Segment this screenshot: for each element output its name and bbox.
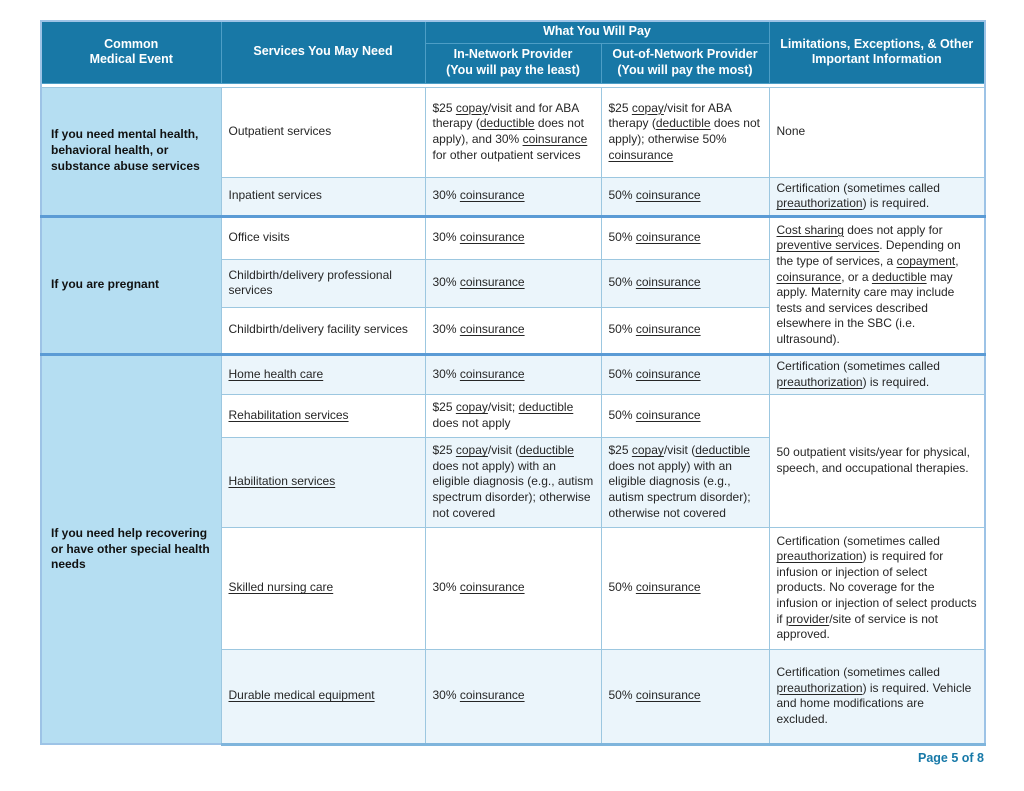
- in-network-cell: 30% coinsurance: [425, 649, 601, 744]
- glossary-term-link[interactable]: coinsurance: [522, 132, 588, 146]
- table-row: [41, 354, 985, 394]
- in-network-cell: 30% coinsurance: [425, 259, 601, 307]
- glossary-term-link[interactable]: preauthorization: [776, 680, 863, 695]
- event-cell-help-recovering: If you need help recovering or have other special health needs: [41, 354, 221, 744]
- header-limitations-line2: Important Information: [811, 52, 942, 67]
- out-network-cell: 50% coinsurance: [601, 307, 769, 354]
- glossary-term-link[interactable]: copay: [455, 400, 488, 415]
- glossary-term-link[interactable]: coinsurance: [635, 230, 701, 245]
- header-in-network-line1: In-Network Provider: [453, 47, 573, 62]
- in-network-cell: 30% coinsurance: [425, 216, 601, 259]
- benefits-table: [40, 20, 986, 746]
- header-common-medical-event-line2: Medical Event: [89, 52, 173, 67]
- glossary-term-link[interactable]: coinsurance: [459, 688, 525, 703]
- limitations-cell: Certification (sometimes called preauthorization) is required. Vehicle and home modifications are excluded.: [769, 649, 985, 744]
- limitations-cell: None: [769, 87, 985, 177]
- header-out-network-line1: Out-of-Network Provider: [612, 47, 758, 62]
- event-cell-pregnant: If you are pregnant: [41, 216, 221, 354]
- glossary-term-link[interactable]: Habilitation services: [228, 474, 336, 489]
- in-network-cell: 30% coinsurance: [425, 527, 601, 649]
- limitations-cell-merged: 50 outpatient visits/year for physical, speech, and occupational therapies.: [769, 394, 985, 527]
- limitations-cell-merged: Cost sharing does not apply for preventive services. Depending on the type of services, a copayment, coinsurance, or a deductible may apply. Maternity care may include tests and services described elsewhere in the SBC (i.e. ultrasound).: [769, 216, 985, 354]
- header-row-top: [41, 21, 985, 43]
- header-in-network-provider: [425, 43, 601, 83]
- service-cell: [221, 354, 425, 394]
- in-network-cell: 30% coinsurance: [425, 354, 601, 394]
- out-network-cell: $25 copay/visit (deductible does not apply) with an eligible diagnosis (e.g., autism spectrum disorder); otherwise not covered: [601, 437, 769, 527]
- glossary-term-link[interactable]: coinsurance: [635, 407, 701, 422]
- out-network-cell: $25 copay/visit for ABA therapy (deductible does not apply); otherwise 50% coinsurance: [601, 87, 769, 177]
- header-limitations: [769, 21, 985, 83]
- glossary-term-link[interactable]: preventive services: [776, 238, 880, 253]
- glossary-term-link[interactable]: deductible: [871, 269, 927, 284]
- table-row: [41, 87, 985, 177]
- header-what-you-will-pay: What You Will Pay: [425, 21, 769, 43]
- header-out-of-network-provider: [601, 43, 769, 83]
- service-cell: Inpatient services: [221, 177, 425, 216]
- service-cell: Office visits: [221, 216, 425, 259]
- table-row: [41, 216, 985, 259]
- out-network-cell: 50% coinsurance: [601, 394, 769, 437]
- out-network-cell: 50% coinsurance: [601, 177, 769, 216]
- service-cell: [221, 649, 425, 744]
- glossary-term-link[interactable]: coinsurance: [459, 188, 525, 203]
- glossary-term-link[interactable]: coinsurance: [459, 230, 525, 245]
- glossary-term-link[interactable]: coinsurance: [459, 322, 525, 337]
- limitations-cell: Certification (sometimes called preauthorization) is required.: [769, 354, 985, 394]
- in-network-cell: 30% coinsurance: [425, 307, 601, 354]
- glossary-term-link[interactable]: deductible: [695, 443, 750, 458]
- glossary-term-link[interactable]: deductible: [519, 443, 574, 458]
- header-services-you-may-need: Services You May Need: [221, 21, 425, 83]
- glossary-term-link[interactable]: Home health care: [228, 366, 324, 381]
- glossary-term-link[interactable]: deductible: [655, 116, 711, 131]
- service-cell: Childbirth/delivery professional services: [221, 259, 425, 307]
- service-cell: Outpatient services: [221, 87, 425, 177]
- glossary-term-link[interactable]: deductible: [479, 116, 535, 131]
- in-network-cell: 30% coinsurance: [425, 177, 601, 216]
- glossary-term-link[interactable]: coinsurance: [635, 322, 701, 337]
- header-common-medical-event-line1: Common: [104, 36, 159, 51]
- glossary-term-link[interactable]: Durable medical equipment: [228, 688, 375, 703]
- service-cell: [221, 394, 425, 437]
- glossary-term-link[interactable]: provider: [785, 611, 830, 626]
- glossary-term-link[interactable]: coinsurance: [459, 275, 525, 290]
- glossary-term-link[interactable]: coinsurance: [776, 269, 842, 284]
- page-number-label: Page 5 of 8: [918, 751, 984, 765]
- header-out-network-line2: (You will pay the most): [617, 63, 753, 77]
- glossary-term-link[interactable]: copay: [631, 443, 664, 458]
- glossary-term-link[interactable]: copayment: [896, 254, 956, 268]
- out-network-cell: 50% coinsurance: [601, 259, 769, 307]
- glossary-term-link[interactable]: coinsurance: [635, 275, 701, 290]
- service-cell: Childbirth/delivery facility services: [221, 307, 425, 354]
- glossary-term-link[interactable]: coinsurance: [459, 366, 525, 381]
- service-cell: [221, 437, 425, 527]
- header-in-network-line2: (You will pay the least): [446, 63, 580, 77]
- glossary-term-link[interactable]: coinsurance: [608, 147, 674, 162]
- glossary-term-link[interactable]: Rehabilitation services: [228, 407, 349, 422]
- limitations-cell: Certification (sometimes called preauthorization) is required for infusion or injection of select products. No coverage for the infusion or injection of select products if provider/site of service is not approved.: [769, 527, 985, 649]
- in-network-cell: $25 copay/visit and for ABA therapy (deductible does not apply), and 30% coinsurance for other outpatient services: [425, 87, 601, 177]
- out-network-cell: 50% coinsurance: [601, 354, 769, 394]
- glossary-term-link[interactable]: Skilled nursing care: [228, 580, 334, 595]
- glossary-term-link[interactable]: coinsurance: [635, 688, 701, 703]
- glossary-term-link[interactable]: coinsurance: [635, 188, 701, 203]
- glossary-term-link[interactable]: copay: [631, 100, 664, 115]
- glossary-term-link[interactable]: preauthorization: [776, 196, 863, 211]
- in-network-cell: $25 copay/visit (deductible does not apply) with an eligible diagnosis (e.g., autism spectrum disorder); otherwise not covered: [425, 437, 601, 527]
- in-network-cell: $25 copay/visit; deductible does not apply: [425, 394, 601, 437]
- header-common-medical-event: [41, 21, 221, 83]
- glossary-term-link[interactable]: preauthorization: [776, 549, 863, 564]
- glossary-term-link[interactable]: Cost sharing: [776, 222, 844, 237]
- out-network-cell: 50% coinsurance: [601, 527, 769, 649]
- glossary-term-link[interactable]: coinsurance: [459, 580, 525, 595]
- glossary-term-link[interactable]: deductible: [518, 400, 574, 415]
- glossary-term-link[interactable]: coinsurance: [635, 580, 701, 595]
- out-network-cell: 50% coinsurance: [601, 216, 769, 259]
- glossary-term-link[interactable]: copay: [455, 100, 488, 115]
- glossary-term-link[interactable]: preauthorization: [776, 374, 863, 389]
- out-network-cell: 50% coinsurance: [601, 649, 769, 744]
- limitations-cell: Certification (sometimes called preauthorization) is required.: [769, 177, 985, 216]
- header-limitations-line1: Limitations, Exceptions, & Other: [780, 36, 974, 51]
- glossary-term-link[interactable]: copay: [455, 443, 488, 458]
- glossary-term-link[interactable]: coinsurance: [635, 366, 701, 381]
- service-cell: [221, 527, 425, 649]
- table-header: [41, 21, 985, 83]
- event-cell-mental-health: If you need mental health, behavioral health, or substance abuse services: [41, 87, 221, 216]
